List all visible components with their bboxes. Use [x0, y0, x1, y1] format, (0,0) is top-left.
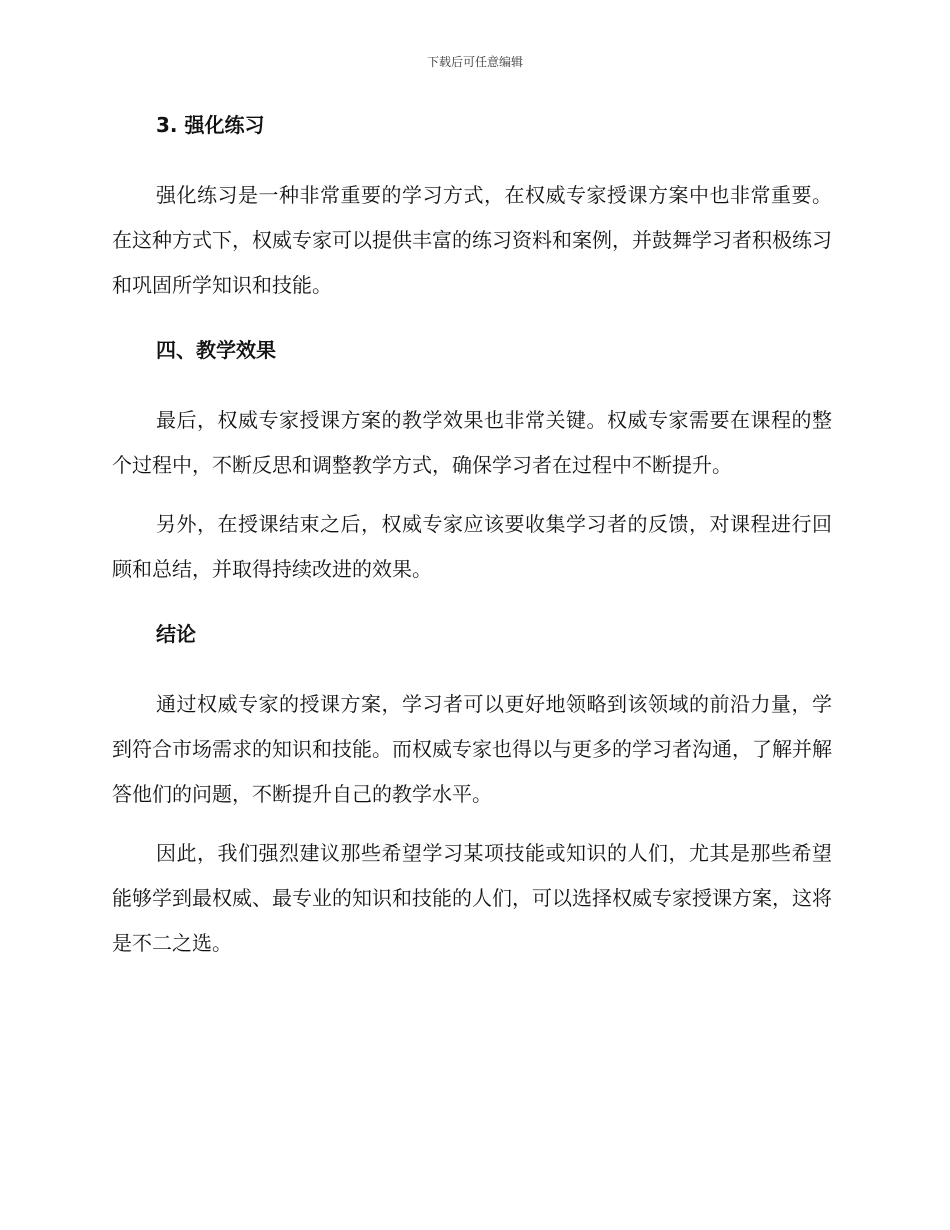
spacer — [112, 817, 832, 831]
spacer — [112, 488, 832, 502]
heading-teaching-effect: 四、教学效果 — [156, 338, 276, 362]
heading-practice: 3. 强化练习 — [156, 113, 265, 137]
spacer — [112, 308, 832, 335]
header-note: 下载后可任意编辑 — [426, 55, 523, 69]
paragraph-effect-1: 最后，权威专家授课方案的教学效果也非常关键。权威专家需要在课程的整个过程中，不断反思和调整教学方式，确保学习者在过程中不断提升。 — [112, 408, 832, 477]
paragraph-practice: 强化练习是一种非常重要的学习方式，在权威专家授课方案中也非常重要。在这种方式下，权威专家可以提供丰富的练习资料和案例，并鼓舞学习者积极练习和巩固所学知识和技能。 — [112, 183, 832, 297]
paragraph-conclusion-1: 通过权威专家的授课方案，学习者可以更好地领略到该领域的前沿力量，学到符合市场需求的知识和技能。而权威专家也得以与更多的学习者沟通，了解并解答他们的问题，不断提升自己的教学水平。 — [112, 692, 832, 806]
paragraph-conclusion-2: 因此，我们强烈建议那些希望学习某项技能或知识的人们，尤其是那些希望能够学到最权威、最专业的知识和技能的人们，可以选择权威专家授课方案，这将是不二之选。 — [112, 841, 832, 955]
spacer — [112, 649, 832, 682]
spacer — [112, 365, 832, 398]
spacer — [112, 592, 832, 619]
spacer — [112, 140, 832, 173]
heading-conclusion: 结论 — [156, 622, 196, 646]
document-body — [112, 110, 832, 966]
paragraph-effect-2: 另外，在授课结束之后，权威专家应该要收集学习者的反馈，对课程进行回顾和总结，并取得持续改进的效果。 — [112, 512, 832, 581]
